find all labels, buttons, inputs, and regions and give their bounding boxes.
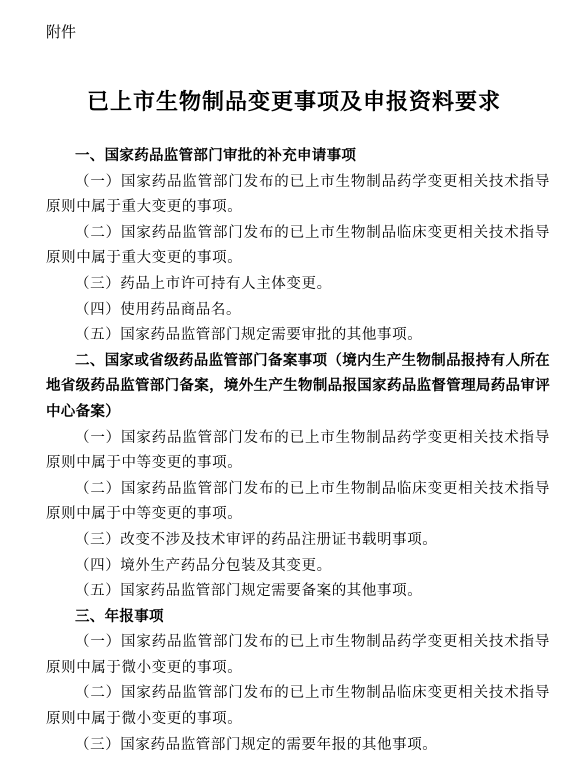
- section-1-item-5: （五）国家药品监管部门规定需要审批的其他事项。: [75, 327, 423, 344]
- section-1-item-2: （二）国家药品监管部门发布的已上市生物制品临床变更相关技术指导原则中属于重大变更的事项。: [46, 224, 550, 267]
- document-body: [46, 144, 550, 758]
- section-1-item-4: （四）使用药品商品名。: [75, 301, 242, 318]
- document-title: 已上市生物制品变更事项及申报资料要求: [86, 90, 501, 115]
- section-3-item-1: （一）国家药品监管部门发布的已上市生物制品药学变更相关技术指导原则中属于微小变更的事项。: [46, 634, 550, 676]
- section-2-item-4: （四）境外生产药品分包装及其变更。: [75, 557, 332, 574]
- section-2-item-1: （一）国家药品监管部门发布的已上市生物制品药学变更相关技术指导原则中属于中等变更的事项。: [46, 429, 550, 472]
- section-2-item-5: （五）国家药品监管部门规定需要备案的其他事项。: [75, 583, 423, 600]
- section-heading-1: 一、国家药品监管部门审批的补充申请事项: [75, 148, 357, 164]
- section-1-item-1: （一）国家药品监管部门发布的已上市生物制品药学变更相关技术指导原则中属于重大变更的事项。: [46, 173, 550, 216]
- section-3-item-3: （三）国家药品监管部门规定的需要年报的其他事项。: [75, 736, 438, 753]
- section-1-item-3: （三）药品上市许可持有人主体变更。: [75, 275, 332, 292]
- section-heading-3: 三、年报事项: [75, 608, 164, 625]
- section-3-item-2: （二）国家药品监管部门发布的已上市生物制品临床变更相关技术指导原则中属于微小变更的事项。: [46, 685, 550, 728]
- section-2-item-3: （三）改变不涉及技术审评的药品注册证书载明事项。: [75, 531, 438, 548]
- section-heading-2: 二、国家或省级药品监管部门备案事项（境内生产生物制品报持有人所在地省级药品监管部门备案，境外生产生物制品报国家药品监督管理局药品审评中心备案）: [46, 352, 550, 420]
- section-2-item-2: （二）国家药品监管部门发布的已上市生物制品临床变更相关技术指导原则中属于中等变更的事项。: [46, 480, 550, 523]
- attachment-label: 附件: [46, 23, 77, 41]
